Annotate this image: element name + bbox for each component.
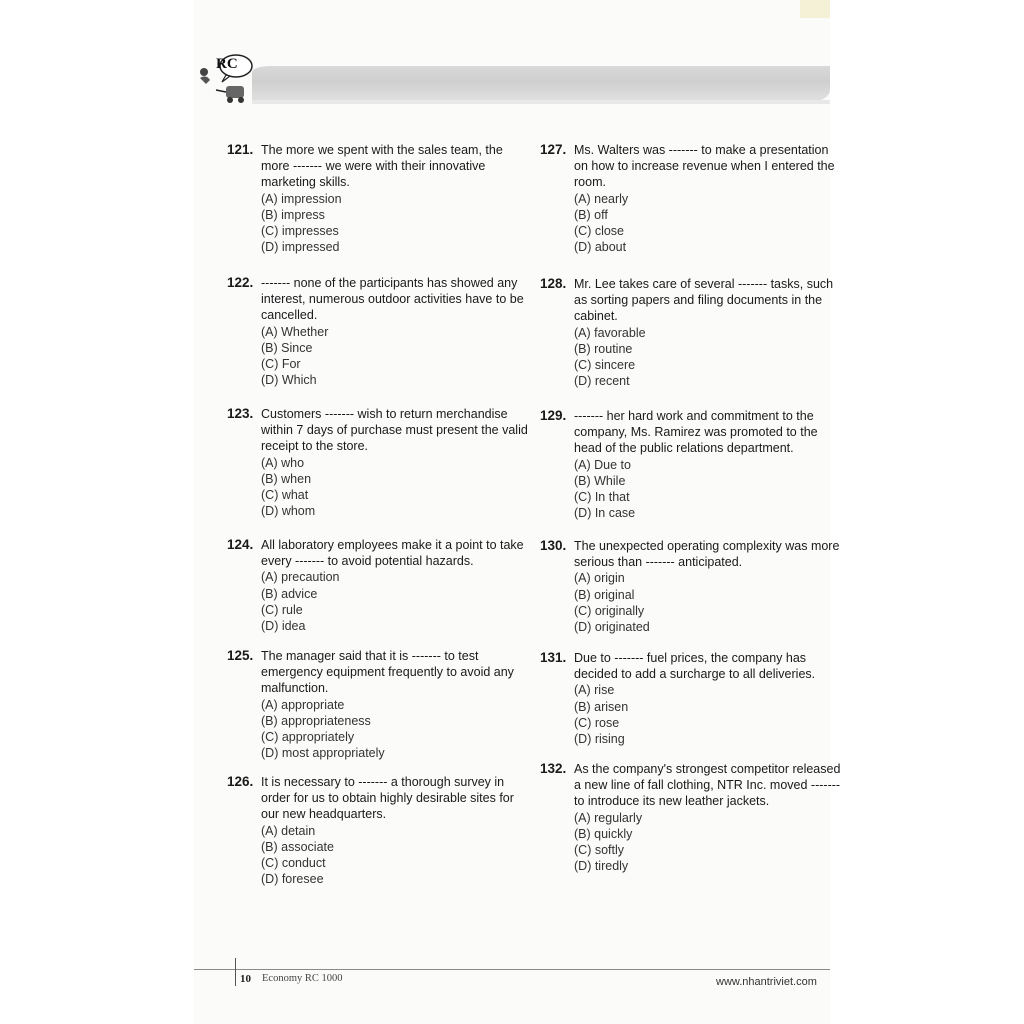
answer-option: (C) impresses: [261, 224, 339, 239]
answer-option: (B) off: [574, 207, 608, 222]
question-block: [227, 774, 531, 887]
answer-option: (C) close: [574, 224, 625, 239]
answer-options: [261, 191, 531, 256]
answer-options: [261, 697, 531, 762]
answer-option: (A) rise: [574, 683, 615, 698]
answer-option: (A) Whether: [261, 324, 329, 339]
answer-option: (B) impress: [261, 207, 325, 222]
answer-option: (A) detain: [261, 823, 316, 838]
answer-options: [261, 455, 531, 520]
question-block: [227, 142, 531, 255]
answer-options: [574, 457, 844, 522]
footer-tick: [235, 958, 236, 986]
question-stem: Due to ------- fuel prices, the company has decided to add a surcharge to all deliveries.: [574, 651, 816, 682]
answer-option: (D) whom: [261, 504, 316, 519]
question-number: 126.: [227, 774, 254, 789]
website-url: www.nhantriviet.com: [716, 976, 817, 988]
answer-option: (A) precaution: [261, 570, 340, 585]
answer-option: (A) nearly: [574, 191, 629, 206]
answer-option: (D) most appropriately: [261, 746, 385, 761]
question-block: [227, 537, 531, 634]
question-block: [540, 650, 844, 747]
answer-option: (C) appropriately: [261, 730, 355, 745]
answer-option: (A) impression: [261, 191, 342, 206]
answer-options: [574, 810, 844, 875]
answer-options: [261, 569, 531, 634]
question-number: 121.: [227, 142, 254, 157]
question-number: 122.: [227, 275, 254, 290]
right-margin: [830, 0, 1024, 1024]
question-number: 129.: [540, 408, 567, 423]
question-number: 130.: [540, 538, 567, 553]
answer-option: (A) origin: [574, 571, 625, 586]
question-number: 131.: [540, 650, 567, 665]
answer-option: (B) arisen: [574, 699, 629, 714]
answer-option: (C) conduct: [261, 856, 326, 871]
question-block: [540, 761, 844, 874]
question-stem: Customers ------- wish to return merchandise within 7 days of purchase must present the valid receipt to the store.: [261, 407, 528, 454]
answer-option: (A) regularly: [574, 810, 643, 825]
question-block: [227, 648, 531, 761]
answer-option: (C) rule: [261, 602, 303, 617]
answer-option: (C) rose: [574, 715, 620, 730]
answer-option: (B) While: [574, 473, 626, 488]
question-stem: ------- her hard work and commitment to the company, Ms. Ramirez was promoted to the head of the public relations department.: [574, 409, 818, 456]
answer-option: (B) when: [261, 471, 312, 486]
answer-option: (C) In that: [574, 490, 630, 505]
answer-options: [574, 191, 844, 256]
question-block: [540, 276, 844, 389]
answer-option: (B) advice: [261, 586, 318, 601]
answer-option: (A) favorable: [574, 325, 646, 340]
question-stem: Ms. Walters was ------- to make a presentation on how to increase revenue when I entered the room.: [574, 143, 835, 190]
answer-options: [574, 682, 844, 747]
answer-option: (C) what: [261, 488, 309, 503]
answer-option: (C) softly: [574, 843, 624, 858]
answer-options: [261, 324, 531, 389]
left-margin: [0, 0, 194, 1024]
question-stem: The manager said that it is ------- to test emergency equipment frequently to avoid any malfunction.: [261, 649, 514, 696]
question-block: [540, 538, 844, 635]
answer-option: (D) Which: [261, 373, 317, 388]
answer-option: (A) Due to: [574, 457, 631, 472]
answer-option: (B) routine: [574, 341, 633, 356]
question-stem: The more we spent with the sales team, the more ------- we were with their innovative marketing skills.: [261, 143, 503, 190]
answer-option: (B) original: [574, 587, 635, 602]
answer-option: (B) appropriateness: [261, 713, 371, 728]
answer-option: (D) tiredly: [574, 859, 629, 874]
logo-text: RC: [216, 56, 238, 72]
question-number: 127.: [540, 142, 567, 157]
question-stem: All laboratory employees make it a point to take every ------- to avoid potential hazards.: [261, 538, 524, 569]
answer-option: (D) recent: [574, 374, 630, 389]
answer-option: (C) For: [261, 357, 301, 372]
answer-option: (A) appropriate: [261, 697, 345, 712]
header-band-shadow: [252, 100, 830, 104]
book-title: Economy RC 1000: [262, 973, 343, 984]
answer-option: (D) In case: [574, 506, 636, 521]
answer-option: (D) originated: [574, 620, 650, 635]
question-stem: ------- none of the participants has showed any interest, numerous outdoor activities have to be cancelled.: [261, 276, 524, 323]
answer-option: (B) associate: [261, 839, 334, 854]
answer-option: (C) sincere: [574, 358, 636, 373]
answer-options: [574, 325, 844, 390]
header-band: [252, 66, 830, 104]
answer-option: (D) impressed: [261, 240, 340, 255]
answer-options: [574, 570, 844, 635]
question-stem: Mr. Lee takes care of several ------- tasks, such as sorting papers and filing documents in the cabinet.: [574, 277, 834, 324]
question-stem: As the company's strongest competitor released a new line of fall clothing, NTR Inc. moved ------- to introduce its new leather jackets.: [574, 762, 841, 809]
page-number: 10: [240, 973, 251, 985]
answer-option: (A) who: [261, 455, 305, 470]
question-stem: It is necessary to ------- a thorough survey in order for us to obtain highly desirable sites for our new headquarters.: [261, 775, 514, 822]
question-block: [540, 408, 844, 521]
answer-option: (C) originally: [574, 603, 645, 618]
answer-option: (B) quickly: [574, 826, 633, 841]
question-block: [227, 406, 531, 519]
answer-option: (D) rising: [574, 732, 625, 747]
answer-options: [261, 823, 531, 888]
footer-rule: [194, 969, 830, 970]
question-number: 124.: [227, 537, 254, 552]
question-number: 123.: [227, 406, 254, 421]
answer-option: (D) about: [574, 240, 627, 255]
question-number: 128.: [540, 276, 567, 291]
question-number: 125.: [227, 648, 254, 663]
question-block: [227, 275, 531, 388]
answer-option: (D) idea: [261, 619, 306, 634]
corner-tint: [800, 0, 830, 18]
question-number: 132.: [540, 761, 567, 776]
answer-option: (B) Since: [261, 340, 313, 355]
question-block: [540, 142, 844, 255]
question-stem: The unexpected operating complexity was more serious than ------- anticipated.: [574, 539, 840, 570]
answer-option: (D) foresee: [261, 872, 324, 887]
